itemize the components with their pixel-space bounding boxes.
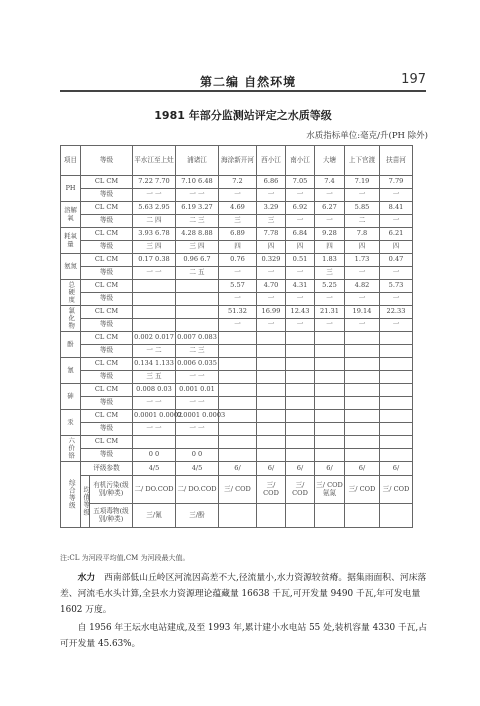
table-cell: 一 [219, 293, 257, 306]
stat-label: CL CM [81, 228, 133, 241]
table-row [61, 358, 441, 371]
col-header: 扶苗河 [380, 146, 413, 176]
table-cell: 一 [257, 319, 286, 332]
table-cell: 四 [286, 241, 315, 254]
table-cell [286, 384, 315, 397]
table-row [61, 306, 441, 319]
table-cell [176, 319, 219, 332]
stat-label: CL CM [81, 254, 133, 267]
table-cell: 0.007 0.083 [176, 332, 219, 345]
table-cell: 0.47 [380, 254, 413, 267]
table-row [61, 241, 441, 254]
param-cell: 4/5 [133, 462, 176, 476]
table-cell: 16.99 [257, 306, 286, 319]
table-cell: 0.134 1.133 [133, 358, 176, 371]
table-cell: 一 [315, 189, 345, 202]
table-row [61, 293, 441, 306]
table-cell [257, 371, 286, 384]
table-cell [380, 384, 413, 397]
table-cell: 一 [380, 293, 413, 306]
stat-label: 等级 [81, 397, 133, 410]
table-row [61, 280, 441, 293]
table-row [61, 228, 441, 241]
table-row [61, 267, 441, 280]
table-cell [133, 306, 176, 319]
table-cell [315, 449, 345, 462]
table-cell: 6.21 [380, 228, 413, 241]
organic-label: 有机污染(级别/种类) [90, 476, 133, 504]
table-cell: 一 [315, 293, 345, 306]
table-cell: 二 [345, 215, 380, 228]
stat-label: 等级 [81, 267, 133, 280]
table-cell: 三 [219, 215, 257, 228]
table-cell: 四 [380, 241, 413, 254]
table-cell [257, 410, 286, 423]
table-cell: 一 [286, 189, 315, 202]
stat-label: CL CM [81, 358, 133, 371]
table-cell: 6.27 [315, 202, 345, 215]
table-row [61, 384, 441, 397]
table-row [61, 423, 441, 436]
table-cell: 9.28 [315, 228, 345, 241]
table-cell [345, 436, 380, 449]
table-header-row [61, 146, 441, 176]
table-cell: 三 四 [133, 241, 176, 254]
organic-cell: 三/ COD [257, 476, 286, 504]
table-cell [257, 423, 286, 436]
table-cell [219, 397, 257, 410]
stat-label: CL CM [81, 202, 133, 215]
table-cell [257, 345, 286, 358]
table-cell [380, 423, 413, 436]
table-cell [286, 449, 315, 462]
param-cell: 4/5 [176, 462, 219, 476]
table-cell: 一 [219, 189, 257, 202]
stat-label: CL CM [81, 410, 133, 423]
table-cell: 一 [345, 319, 380, 332]
toxic-label: 五项毒物(级别/种类) [90, 504, 133, 528]
item-label: 耗氧量 [61, 228, 81, 254]
stat-label: 等级 [81, 449, 133, 462]
toxic-cell [315, 504, 345, 528]
stat-label: 等级 [81, 189, 133, 202]
table-cell [345, 423, 380, 436]
table-cell [345, 397, 380, 410]
table-title: 1981 年部分监测站评定之水质等级 [154, 109, 332, 122]
table-cell: 一 [219, 267, 257, 280]
table-row [61, 254, 441, 267]
table-cell: 12.43 [286, 306, 315, 319]
table-cell: 三 五 [133, 371, 176, 384]
table-footnote: 注:CL 为河段平均值,CM 为河段最大值。 [60, 554, 190, 562]
table-cell: 4.69 [219, 202, 257, 215]
toxic-cell [380, 504, 413, 528]
table-cell [219, 332, 257, 345]
section-title: 第二编 自然环境 [200, 75, 297, 89]
table-row [61, 319, 441, 332]
item-label: 氰 [61, 358, 81, 384]
running-header [60, 70, 426, 92]
param-cell: 6/ [380, 462, 413, 476]
col-header: 平水江至上灶 [133, 146, 176, 176]
table-cell: 一 [380, 319, 413, 332]
table-cell: 0 0 [133, 449, 176, 462]
table-cell [286, 423, 315, 436]
table-cell [286, 397, 315, 410]
param-cell: 6/ [219, 462, 257, 476]
item-label: 氨氮 [61, 254, 81, 280]
table-cell: 0.006 0.035 [176, 358, 219, 371]
table-cell: 一 [345, 189, 380, 202]
table-cell [345, 410, 380, 423]
item-label: 砷 [61, 384, 81, 410]
table-cell: 0.51 [286, 254, 315, 267]
table-row [61, 397, 441, 410]
table-cell [380, 371, 413, 384]
table-row [61, 202, 441, 215]
toxic-cell [286, 504, 315, 528]
table-cell: 0.0001 0.0002 [133, 410, 176, 423]
table-cell [315, 423, 345, 436]
table-cell: 二 五 [176, 267, 219, 280]
table-cell [380, 345, 413, 358]
table-cell [133, 293, 176, 306]
table-cell [286, 345, 315, 358]
table-cell [380, 449, 413, 462]
table-cell [345, 384, 380, 397]
stat-label: CL CM [81, 306, 133, 319]
table-cell [345, 345, 380, 358]
col-header: 上下官渡 [345, 146, 380, 176]
table-cell: 4.82 [345, 280, 380, 293]
table-cell [176, 306, 219, 319]
table-cell [380, 436, 413, 449]
table-cell: 4.70 [257, 280, 286, 293]
table-cell: 一 [380, 215, 413, 228]
table-cell: 7.19 [345, 176, 380, 189]
organic-cell: 三/ COD [219, 476, 257, 504]
table-cell: 二 四 [133, 215, 176, 228]
item-label: 氯化物 [61, 306, 81, 332]
table-cell [257, 332, 286, 345]
stat-label: 等级 [81, 293, 133, 306]
table-cell: 一 一 [133, 423, 176, 436]
organic-cell: 三/ COD [286, 476, 315, 504]
table-cell [315, 371, 345, 384]
stat-label: 等级 [81, 319, 133, 332]
page-number: 197 [401, 72, 426, 87]
table-cell: 一 [286, 293, 315, 306]
summary-row [61, 476, 441, 504]
table-cell: 一 一 [133, 189, 176, 202]
table-cell: 7.2 [219, 176, 257, 189]
table-cell [257, 436, 286, 449]
table-cell: 0.001 0.01 [176, 384, 219, 397]
table-cell: 一 [315, 215, 345, 228]
table-cell: 0.17 0.38 [133, 254, 176, 267]
table-row [61, 189, 441, 202]
stat-label: 等级 [81, 241, 133, 254]
paragraph-hydropower [60, 570, 432, 618]
table-cell: 5.85 [345, 202, 380, 215]
col-header: 项目 [61, 146, 81, 176]
table-cell: 51.32 [219, 306, 257, 319]
stat-label: 等级 [81, 345, 133, 358]
table-cell [286, 436, 315, 449]
paragraph-text: 西南部低山丘岭区河流因高差不大,径流量小,水力资源较贫瘠。据集雨面积、河床落差、河流毛水头计算,全县水力资源理论蕴藏量 16638 千瓦,可开发量 9490 千瓦,年可发电量 1602 万度。 [60, 573, 427, 615]
organic-cell: 三/ COD [345, 476, 380, 504]
item-label: 溶解氧 [61, 202, 81, 228]
table-cell: 3.29 [257, 202, 286, 215]
table-cell: 一 [257, 189, 286, 202]
table-cell [176, 280, 219, 293]
table-cell [133, 280, 176, 293]
table-cell: 7.8 [345, 228, 380, 241]
table-cell: 一 [345, 267, 380, 280]
table-cell: 四 [257, 241, 286, 254]
table-cell [315, 384, 345, 397]
table-row [61, 436, 441, 449]
table-cell: 6.89 [219, 228, 257, 241]
paragraph-text: 自 1956 年王坛水电站建成,及至 1993 年,累计建小水电站 55 处,装机容量 4330 千瓦,占可开发量 45.63%。 [60, 623, 428, 649]
unit-note: 水质指标单位:毫克/升(PH 除外) [306, 131, 428, 141]
table-cell [345, 371, 380, 384]
table-row [61, 449, 441, 462]
table-cell [219, 384, 257, 397]
toxic-cell: 三/氰 [133, 504, 176, 528]
table-cell: 7.22 7.70 [133, 176, 176, 189]
avg-grade-label: 均值等级 [81, 476, 90, 528]
stat-label: 等级 [81, 371, 133, 384]
table-cell [286, 371, 315, 384]
table-cell: 4.28 8.88 [176, 228, 219, 241]
table-cell: 一 [286, 319, 315, 332]
table-cell: 19.14 [345, 306, 380, 319]
table-cell: 1.73 [345, 254, 380, 267]
summary-row [61, 504, 441, 528]
table-cell: 7.05 [286, 176, 315, 189]
table-cell: 四 [345, 241, 380, 254]
item-label: 酚 [61, 332, 81, 358]
param-label: 评级参数 [81, 462, 133, 476]
table-cell [257, 397, 286, 410]
table-cell: 6.19 3.27 [176, 202, 219, 215]
item-label: 总硬度 [61, 280, 81, 306]
table-cell: 一 一 [176, 189, 219, 202]
col-header: 大塘 [315, 146, 345, 176]
table-cell [380, 397, 413, 410]
table-cell: 三 [257, 215, 286, 228]
table-cell: 一 [257, 267, 286, 280]
table-cell: 四 [315, 241, 345, 254]
table-cell [286, 332, 315, 345]
table-cell: 一 [345, 293, 380, 306]
table-cell: 0.008 0.03 [133, 384, 176, 397]
table-cell: 一 [380, 189, 413, 202]
table-row [61, 410, 441, 423]
stat-label: CL CM [81, 332, 133, 345]
organic-cell: 二/ DO.COD [133, 476, 176, 504]
table-cell: 一 [286, 267, 315, 280]
table-cell: 4.31 [286, 280, 315, 293]
table-cell [380, 332, 413, 345]
toxic-cell [345, 504, 380, 528]
stat-label: CL CM [81, 436, 133, 449]
table-cell: 三 [315, 267, 345, 280]
toxic-cell [257, 504, 286, 528]
table-cell [176, 436, 219, 449]
stat-label: CL CM [81, 384, 133, 397]
param-cell: 6/ [286, 462, 315, 476]
table-cell [286, 358, 315, 371]
table-cell [345, 449, 380, 462]
toxic-cell [219, 504, 257, 528]
table-cell: 一 [315, 319, 345, 332]
table-cell: 一 一 [176, 423, 219, 436]
table-cell: 0.002 0.017 [133, 332, 176, 345]
table-cell: 21.31 [315, 306, 345, 319]
param-cell: 6/ [257, 462, 286, 476]
table-cell [176, 293, 219, 306]
table-cell: 5.25 [315, 280, 345, 293]
table-cell [257, 384, 286, 397]
table-cell: 三 四 [176, 241, 219, 254]
table-cell: 一 一 [176, 397, 219, 410]
table-cell: 6.86 [257, 176, 286, 189]
summary-group-label: 综合等级 [61, 462, 81, 528]
param-cell: 6/ [345, 462, 380, 476]
table-cell [315, 410, 345, 423]
table-cell: 一 [380, 267, 413, 280]
table-cell [219, 345, 257, 358]
table-cell: 6.92 [286, 202, 315, 215]
table-row [61, 215, 441, 228]
table-cell: 0 0 [176, 449, 219, 462]
table-cell [315, 358, 345, 371]
toxic-cell: 三/酚 [176, 504, 219, 528]
table-row [61, 345, 441, 358]
table-cell: 一 一 [176, 371, 219, 384]
table-cell: 22.33 [380, 306, 413, 319]
paragraph-keyword: 水力 [77, 573, 96, 583]
item-label: 六价铬 [61, 436, 81, 462]
organic-cell: 三/ COD [380, 476, 413, 504]
table-cell: 0.329 [257, 254, 286, 267]
col-header: 浦诸江 [176, 146, 219, 176]
table-cell [219, 423, 257, 436]
table-cell: 二 三 [176, 345, 219, 358]
table-row [61, 371, 441, 384]
table-cell: 5.57 [219, 280, 257, 293]
table-cell: 二 三 [176, 215, 219, 228]
table-cell [257, 358, 286, 371]
col-header: 海涂新开河 [219, 146, 257, 176]
table-row [61, 176, 441, 189]
table-cell: 一 二 [133, 345, 176, 358]
table-cell: 0.96 6.7 [176, 254, 219, 267]
table-cell: 5.63 2.95 [133, 202, 176, 215]
table-cell: 一 [286, 215, 315, 228]
table-cell [219, 358, 257, 371]
header-rule [60, 90, 426, 92]
table-cell: 3.93 6.78 [133, 228, 176, 241]
table-cell [257, 449, 286, 462]
table-cell: 一 一 [133, 397, 176, 410]
item-label: PH [61, 176, 81, 202]
table-cell: 5.73 [380, 280, 413, 293]
table-cell [380, 358, 413, 371]
organic-cell: 二/ DO.COD [176, 476, 219, 504]
organic-cell: 三/ COD氨氮 [315, 476, 345, 504]
table-cell: 四 [219, 241, 257, 254]
table-cell [219, 436, 257, 449]
stat-label: 等级 [81, 423, 133, 436]
table-cell [315, 332, 345, 345]
table-cell: 7.78 [257, 228, 286, 241]
table-cell [315, 436, 345, 449]
stat-label: 等级 [81, 215, 133, 228]
table-cell: 6.84 [286, 228, 315, 241]
water-quality-table [60, 145, 441, 528]
table-cell [345, 358, 380, 371]
table-cell: 0.76 [219, 254, 257, 267]
table-cell: 7.10 6.48 [176, 176, 219, 189]
table-cell: 一 一 [133, 267, 176, 280]
table-cell [315, 345, 345, 358]
paragraph-stations [60, 620, 432, 652]
table-cell [380, 410, 413, 423]
table-cell: 1.83 [315, 254, 345, 267]
table-cell: 0.0001 0.0003 [176, 410, 219, 423]
table-cell [219, 449, 257, 462]
table-cell [345, 332, 380, 345]
table-cell [286, 410, 315, 423]
col-header: 西小江 [257, 146, 286, 176]
table-cell: 7.4 [315, 176, 345, 189]
table-row [61, 332, 441, 345]
stat-label: CL CM [81, 280, 133, 293]
table-cell [219, 371, 257, 384]
col-header: 等级 [81, 146, 133, 176]
table-cell: 一 [219, 319, 257, 332]
table-cell [133, 436, 176, 449]
col-header: 南小江 [286, 146, 315, 176]
table-cell: 8.41 [380, 202, 413, 215]
table-cell: 一 [257, 293, 286, 306]
param-cell: 6/ [315, 462, 345, 476]
stat-label: CL CM [81, 176, 133, 189]
item-label: 汞 [61, 410, 81, 436]
table-cell [315, 397, 345, 410]
summary-row [61, 462, 441, 476]
table-cell: 7.79 [380, 176, 413, 189]
table-cell [133, 319, 176, 332]
